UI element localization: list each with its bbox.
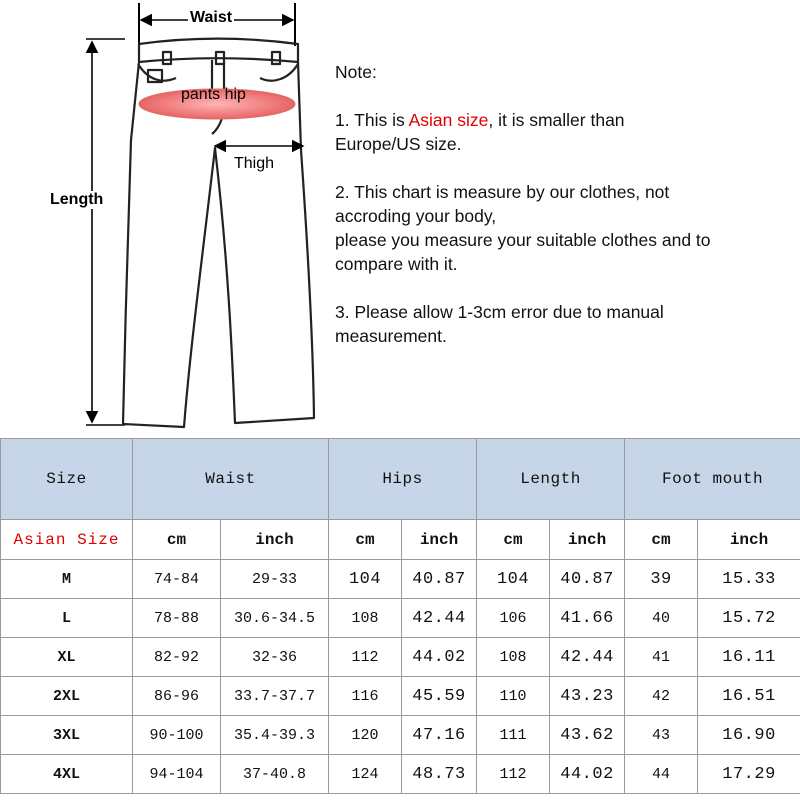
pants-hip-label: pants hip [181, 86, 246, 103]
unit-cell: cm [625, 520, 698, 560]
data-cell: 44.02 [550, 755, 625, 794]
table-row [1, 677, 800, 716]
size-cell: 2XL [1, 677, 133, 716]
table-row [1, 638, 800, 677]
data-cell: 32-36 [221, 638, 329, 677]
thigh-label: Thigh [234, 155, 275, 172]
data-cell: 106 [477, 599, 550, 638]
size-notes [335, 60, 800, 348]
data-cell: 90-100 [133, 716, 221, 755]
table-row [1, 716, 800, 755]
data-cell: 94-104 [133, 755, 221, 794]
data-cell: 41.66 [550, 599, 625, 638]
data-cell: 35.4-39.3 [221, 716, 329, 755]
size-cell: L [1, 599, 133, 638]
note-2-line-2: accroding your body, [335, 206, 497, 226]
unit-cell: cm [329, 520, 402, 560]
data-cell: 42.44 [402, 599, 477, 638]
data-cell: 44 [625, 755, 698, 794]
data-cell: 108 [329, 599, 402, 638]
waist-label: Waist [190, 9, 233, 26]
data-cell: 17.29 [698, 755, 800, 794]
data-cell: 16.51 [698, 677, 800, 716]
data-cell: 16.11 [698, 638, 800, 677]
length-label: Length [50, 191, 104, 208]
data-cell: 78-88 [133, 599, 221, 638]
table-row [1, 755, 800, 794]
data-cell: 86-96 [133, 677, 221, 716]
data-cell: 112 [477, 755, 550, 794]
header-foot-mouth: Foot mouth [625, 439, 800, 520]
data-cell: 111 [477, 716, 550, 755]
table-row [1, 560, 800, 599]
header-waist: Waist [133, 439, 329, 520]
data-cell: 82-92 [133, 638, 221, 677]
unit-cell: cm [477, 520, 550, 560]
data-cell: 108 [477, 638, 550, 677]
header-length: Length [477, 439, 625, 520]
data-cell: 112 [329, 638, 402, 677]
size-cell: 4XL [1, 755, 133, 794]
data-cell: 110 [477, 677, 550, 716]
unit-cell: inch [698, 520, 800, 560]
data-cell: 15.33 [698, 560, 800, 599]
note-2-line-4: compare with it. [335, 254, 458, 274]
data-cell: 41 [625, 638, 698, 677]
data-cell: 74-84 [133, 560, 221, 599]
data-cell: 48.73 [402, 755, 477, 794]
note-1-line-1 [335, 108, 800, 132]
data-cell: 43.23 [550, 677, 625, 716]
table-units-row [1, 520, 800, 560]
unit-cell: cm [133, 520, 221, 560]
size-cell: M [1, 560, 133, 599]
data-cell: 16.90 [698, 716, 800, 755]
note-2-line-1: 2. This chart is measure by our clothes, not [335, 182, 670, 202]
data-cell: 47.16 [402, 716, 477, 755]
data-cell: 45.59 [402, 677, 477, 716]
data-cell: 30.6-34.5 [221, 599, 329, 638]
note-1-line-2: Europe/US size. [335, 134, 462, 154]
note-2-line-3: please you measure your suitable clothes and to [335, 230, 711, 250]
header-hips: Hips [329, 439, 477, 520]
header-size: Size [1, 439, 133, 520]
unit-cell: inch [221, 520, 329, 560]
data-cell: 15.72 [698, 599, 800, 638]
data-cell: 42 [625, 677, 698, 716]
pants-measurement-diagram [0, 0, 330, 430]
data-cell: 42.44 [550, 638, 625, 677]
note-1-suffix: , it is smaller than [488, 110, 625, 130]
table-header-row [1, 439, 800, 520]
unit-cell: inch [550, 520, 625, 560]
data-cell: 104 [477, 560, 550, 599]
table-row [1, 599, 800, 638]
data-cell: 120 [329, 716, 402, 755]
data-cell: 116 [329, 677, 402, 716]
data-cell: 29-33 [221, 560, 329, 599]
data-cell: 33.7-37.7 [221, 677, 329, 716]
asian-size-highlight: Asian size [408, 110, 489, 130]
note-3-line-1: 3. Please allow 1-3cm error due to manual [335, 302, 664, 322]
data-cell: 43.62 [550, 716, 625, 755]
unit-cell: inch [402, 520, 477, 560]
note-3-line-2: measurement. [335, 326, 447, 346]
size-cell: XL [1, 638, 133, 677]
size-chart-table [0, 438, 800, 794]
pants-outline-icon [0, 0, 330, 430]
notes-heading: Note: [335, 62, 377, 82]
data-cell: 104 [329, 560, 402, 599]
data-cell: 39 [625, 560, 698, 599]
data-cell: 40 [625, 599, 698, 638]
data-cell: 40.87 [402, 560, 477, 599]
data-cell: 124 [329, 755, 402, 794]
note-1-prefix: 1. This is [335, 110, 409, 130]
data-cell: 37-40.8 [221, 755, 329, 794]
data-cell: 40.87 [550, 560, 625, 599]
asian-size-label: Asian Size [1, 520, 133, 560]
data-cell: 44.02 [402, 638, 477, 677]
data-cell: 43 [625, 716, 698, 755]
size-cell: 3XL [1, 716, 133, 755]
